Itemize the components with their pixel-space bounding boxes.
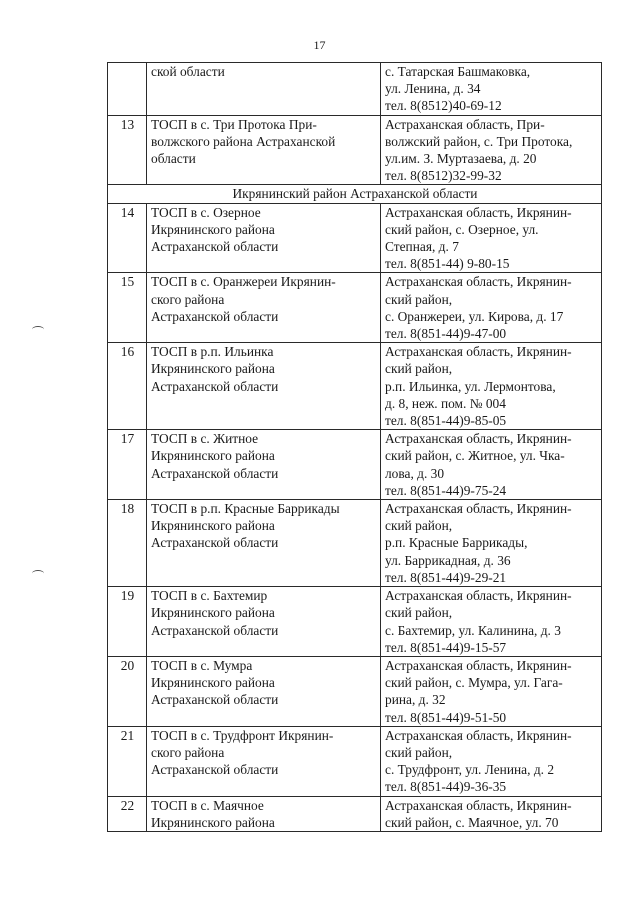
- address-line: Астраханская область, Икрянин-: [385, 727, 572, 743]
- office-name-line: Икрянинского района: [151, 605, 275, 621]
- office-name-line: ского района: [151, 744, 225, 760]
- address-line: ул. Баррикадная, д. 36: [385, 552, 511, 568]
- address-line: Астраханская область, Икрянин-: [385, 501, 572, 517]
- address-line: Астраханская область, Икрянин-: [385, 797, 572, 813]
- address-line: ский район, с. Маячное, ул. 70: [385, 814, 559, 830]
- row-number: 20: [108, 656, 147, 726]
- office-name-line: ТОСП в с. Бахтемир: [151, 588, 268, 604]
- address-line: д. 8, неж. пом. № 004: [385, 395, 506, 411]
- address-line: Астраханская область, Икрянин-: [385, 657, 572, 673]
- office-name-line: ТОСП в с. Озерное: [151, 204, 261, 220]
- address-line: ский район,: [385, 744, 453, 760]
- office-name-line: Икрянинского района: [151, 361, 275, 377]
- row-number: 17: [108, 430, 147, 500]
- office-name-line: Астраханской области: [151, 692, 279, 708]
- office-name-line: ТОСП в с. Три Протока При-: [151, 116, 317, 132]
- row-number: [108, 63, 147, 116]
- binding-mark: [32, 570, 44, 577]
- office-name-line: Икрянинского района: [151, 518, 275, 534]
- address-line: тел. 8(8512)40-69-12: [385, 98, 502, 114]
- office-address: [381, 726, 602, 796]
- row-number: 18: [108, 500, 147, 587]
- office-name-line: Астраханской области: [151, 762, 279, 778]
- address-line: ский район,: [385, 291, 453, 307]
- table-row: [108, 115, 602, 185]
- office-name-line: волжского района Астраханской: [151, 133, 336, 149]
- office-name-line: Астраханской области: [151, 535, 279, 551]
- office-address: [381, 115, 602, 185]
- office-name: [147, 656, 381, 726]
- office-name-line: Астраханской области: [151, 239, 279, 255]
- address-line: ский район,: [385, 361, 453, 377]
- office-name: [147, 500, 381, 587]
- office-name-line: Астраханской области: [151, 308, 279, 324]
- address-line: ский район,: [385, 518, 453, 534]
- address-line: Астраханская область, При-: [385, 116, 545, 132]
- office-name-line: ТОСП в р.п. Ильинка: [151, 344, 274, 360]
- office-address: [381, 796, 602, 831]
- office-name: [147, 63, 381, 116]
- address-line: тел. 8(851-44)9-29-21: [385, 569, 507, 585]
- address-line: с. Татарская Башмаковка,: [385, 64, 531, 79]
- office-address: [381, 500, 602, 587]
- office-name-line: ТОСП в р.п. Красные Баррикады: [151, 501, 340, 517]
- office-address: [381, 656, 602, 726]
- address-line: тел. 8(851-44)9-51-50: [385, 709, 507, 725]
- address-line: тел. 8(8512)32-99-32: [385, 168, 502, 184]
- office-address: [381, 273, 602, 343]
- address-line: с. Бахтемир, ул. Калинина, д. 3: [385, 622, 561, 638]
- office-name-line: ТОСП в с. Мумра: [151, 657, 253, 673]
- address-line: тел. 8(851-44)9-47-00: [385, 326, 507, 342]
- row-number: 14: [108, 203, 147, 273]
- office-name-line: Астраханской области: [151, 622, 279, 638]
- row-number: 15: [108, 273, 147, 343]
- office-name-line: Икрянинского района: [151, 221, 275, 237]
- address-line: лова, д. 30: [385, 465, 445, 481]
- address-line: Астраханская область, Икрянин-: [385, 274, 572, 290]
- office-name-line: ского района: [151, 291, 225, 307]
- office-name: [147, 726, 381, 796]
- row-number: 19: [108, 587, 147, 657]
- office-name-line: области: [151, 151, 196, 167]
- table-row: [108, 656, 602, 726]
- address-line: Астраханская область, Икрянин-: [385, 204, 572, 220]
- row-number: 16: [108, 343, 147, 430]
- address-line: тел. 8(851-44)9-15-57: [385, 639, 507, 655]
- page-number: 17: [313, 38, 326, 52]
- office-name-line: ТОСП в с. Житное: [151, 431, 259, 447]
- binding-mark: [32, 326, 44, 333]
- office-name-line: Икрянинского района: [151, 675, 275, 691]
- row-number: 13: [108, 115, 147, 185]
- row-number: 22: [108, 796, 147, 831]
- row-number: 21: [108, 726, 147, 796]
- office-name: [147, 273, 381, 343]
- office-name-line: ской области: [151, 64, 225, 79]
- office-address: [381, 63, 602, 116]
- office-name: [147, 796, 381, 831]
- address-line: ский район, с. Озерное, ул.: [385, 221, 539, 237]
- address-line: ский район, с. Мумра, ул. Гага-: [385, 675, 563, 691]
- address-line: Астраханская область, Икрянин-: [385, 344, 572, 360]
- address-line: ул. Ленина, д. 34: [385, 81, 481, 97]
- office-name-line: ТОСП в с. Трудфронт Икрянин-: [151, 727, 334, 743]
- office-name: [147, 430, 381, 500]
- office-address: [381, 430, 602, 500]
- address-line: волжский район, с. Три Протока,: [385, 133, 573, 149]
- office-name: [147, 115, 381, 185]
- address-line: рина, д. 32: [385, 692, 446, 708]
- table-row: [108, 430, 602, 500]
- office-name-line: ТОСП в с. Оранжереи Икрянин-: [151, 274, 336, 290]
- office-name-line: ТОСП в с. Маячное: [151, 797, 264, 813]
- address-line: тел. 8(851-44)9-75-24: [385, 482, 507, 498]
- address-line: тел. 8(851-44)9-85-05: [385, 413, 507, 429]
- table-row: [108, 203, 602, 273]
- address-line: ский район,: [385, 605, 453, 621]
- address-line: р.п. Ильинка, ул. Лермонтова,: [385, 378, 556, 394]
- table-row: [108, 587, 602, 657]
- address-line: ул.им. З. Муртазаева, д. 20: [385, 151, 537, 167]
- table-row: [108, 273, 602, 343]
- office-name-line: Икрянинского района: [151, 448, 275, 464]
- address-line: с. Трудфронт, ул. Ленина, д. 2: [385, 762, 555, 778]
- section-row: [108, 185, 602, 203]
- office-address: [381, 343, 602, 430]
- address-line: Астраханская область, Икрянин-: [385, 431, 572, 447]
- office-name-line: Астраханской области: [151, 378, 279, 394]
- table-row: [108, 796, 602, 831]
- address-line: тел. 8(851-44)9-36-35: [385, 779, 507, 795]
- table-body: [108, 203, 602, 831]
- address-line: тел. 8(851-44) 9-80-15: [385, 256, 510, 272]
- table-row: [108, 63, 602, 116]
- table-row: [108, 343, 602, 430]
- address-line: р.п. Красные Баррикады,: [385, 535, 528, 551]
- address-line: с. Оранжереи, ул. Кирова, д. 17: [385, 308, 564, 324]
- address-line: Астраханская область, Икрянин-: [385, 588, 572, 604]
- office-table: [107, 62, 602, 832]
- section-title: Икрянинский район Астраханской области: [108, 185, 602, 203]
- office-name-line: Икрянинского района: [151, 814, 275, 830]
- office-name: [147, 203, 381, 273]
- office-name: [147, 587, 381, 657]
- office-address: [381, 587, 602, 657]
- table-row: [108, 500, 602, 587]
- office-name: [147, 343, 381, 430]
- table-row: [108, 726, 602, 796]
- office-name-line: Астраханской области: [151, 465, 279, 481]
- office-address: [381, 203, 602, 273]
- address-line: ский район, с. Житное, ул. Чка-: [385, 448, 565, 464]
- address-line: Степная, д. 7: [385, 239, 459, 255]
